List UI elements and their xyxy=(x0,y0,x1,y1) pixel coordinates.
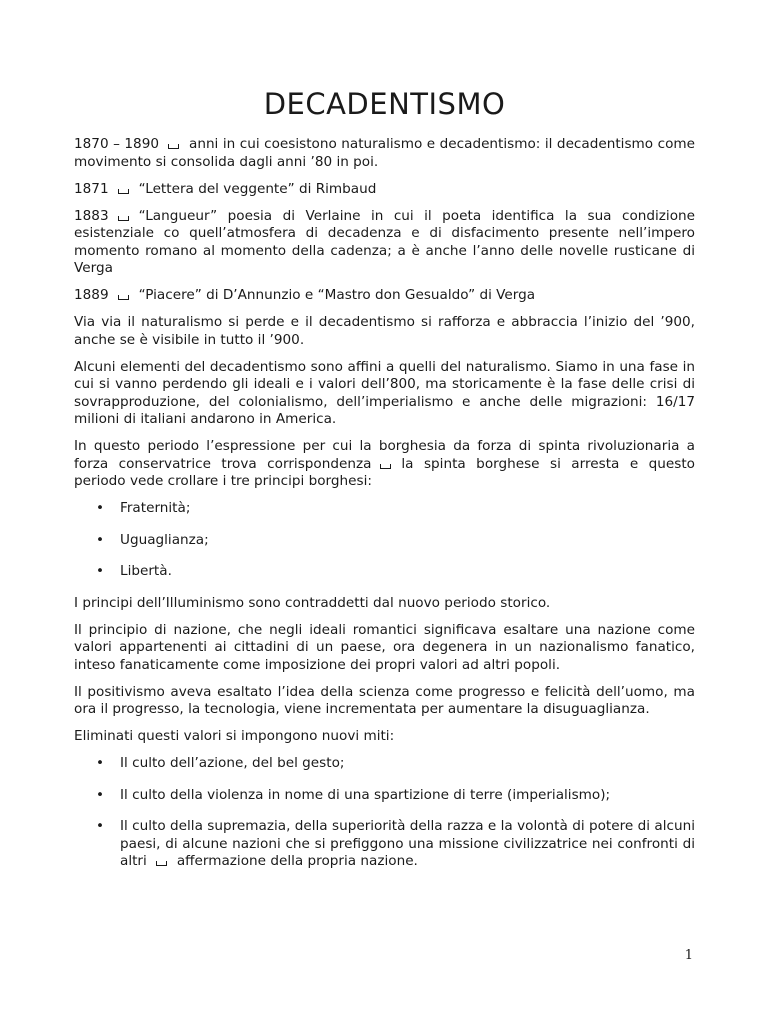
list-item: • Il culto della violenza in nome di una spartizione di terre (imperialismo); xyxy=(74,787,695,805)
paragraph-1889 xyxy=(74,287,695,305)
paragraph-positivismo: Il positivismo aveva esaltato l’idea della scienza come progresso e felicità dell’uomo, ma ora il progresso, la tecnologia, viene incrementata per aumentare la disuguaglianza. xyxy=(74,683,695,717)
paragraph-miti: Eliminati questi valori si impongono nuovi miti: xyxy=(74,728,395,744)
paragraph-text: “Langueur” poesia di Verlaine in cui il poeta identifica la sua condizione esistenziale co quell’atmosfera di decadenza e di disfacimento presente nell’impero momento romano al momento della cadenza; a è anche l’anno delle novelle rusticane di Verga xyxy=(74,207,695,276)
principles-list xyxy=(74,500,695,581)
arrow-symbol-icon xyxy=(156,861,167,866)
arrow-symbol-icon xyxy=(118,295,129,300)
paragraph-naturalismo: Via via il naturalismo si perde e il decadentismo si rafforza e abbraccia l’inizio del ’900, anche se è visibile in tutto il ’900. xyxy=(74,314,695,348)
paragraph-text: la spinta borghese si arresta e questo periodo vede crollare i tre principi borghesi: xyxy=(74,455,695,489)
list-item-text: Il culto della supremazia, della superiorità della razza e la volontà di potere di alcuni paesi, di alcune nazioni che si prefiggono una missione civilizzatrice nei confronti di altri xyxy=(120,818,695,869)
list-item: • Il culto dell’azione, del bel gesto; xyxy=(74,755,695,773)
page-number: 1 xyxy=(684,948,693,963)
document-body xyxy=(74,136,695,885)
paragraph-illuminismo: I principi dell’Illuminismo sono contraddetti dal nuovo periodo storico. xyxy=(74,594,551,611)
arrow-symbol-icon xyxy=(118,216,129,221)
paragraph-1871 xyxy=(74,181,695,199)
list-item xyxy=(74,818,695,871)
list-item: • Fraternità; xyxy=(74,500,695,518)
date-label: 1883 xyxy=(74,207,109,224)
date-label: 1870 – 1890 xyxy=(74,136,159,152)
myths-list xyxy=(74,755,695,871)
paragraph-text: “Lettera del veggente” di Rimbaud xyxy=(138,180,377,197)
paragraph-1870 xyxy=(74,136,695,171)
list-item: • Uguaglianza; xyxy=(74,532,695,550)
paragraph-nazione: Il principio di nazione, che negli ideali romantici significava esaltare una nazione come valori appartenenti ai cittadini di un paese, ora degenera in un nazionalismo fanatico, inteso fanaticamente come imposizione dei propri valori ad altri popoli. xyxy=(74,621,695,673)
paragraph-text: “Piacere” di D’Annunzio e “Mastro don Gesualdo” di Verga xyxy=(138,287,536,303)
document-title: DECADENTISMO xyxy=(263,87,506,121)
paragraph-text: In questo periodo l’espressione per cui la borghesia da forza di spinta rivoluzionaria a forza conservatrice trova corrispondenza xyxy=(74,438,695,472)
arrow-symbol-icon xyxy=(380,464,391,469)
date-label: 1889 xyxy=(74,287,109,303)
date-label: 1871 xyxy=(74,180,109,197)
list-item-text: affermazione della propria nazione. xyxy=(176,853,418,869)
document-page xyxy=(74,0,695,1024)
arrow-symbol-icon xyxy=(168,144,179,149)
paragraph-text: anni in cui coesistono naturalismo e decadentismo: il decadentismo come movimento si consolida dagli anni ’80 in poi. xyxy=(74,136,695,170)
paragraph-elementi: Alcuni elementi del decadentismo sono affini a quelli del naturalismo. Siamo in una fase in cui si vanno perdendo gli ideali e i valori dell’800, ma storicamente è la fase delle crisi di sovrapproduzione, del colonialismo, dell’imperialismo e anche delle migrazioni: 16/17 milioni di italiani andarono in America. xyxy=(74,358,695,427)
paragraph-1883 xyxy=(74,208,695,278)
paragraph-borghesia xyxy=(74,438,695,491)
arrow-symbol-icon xyxy=(118,189,129,194)
list-item: • Libertà. xyxy=(74,563,695,581)
